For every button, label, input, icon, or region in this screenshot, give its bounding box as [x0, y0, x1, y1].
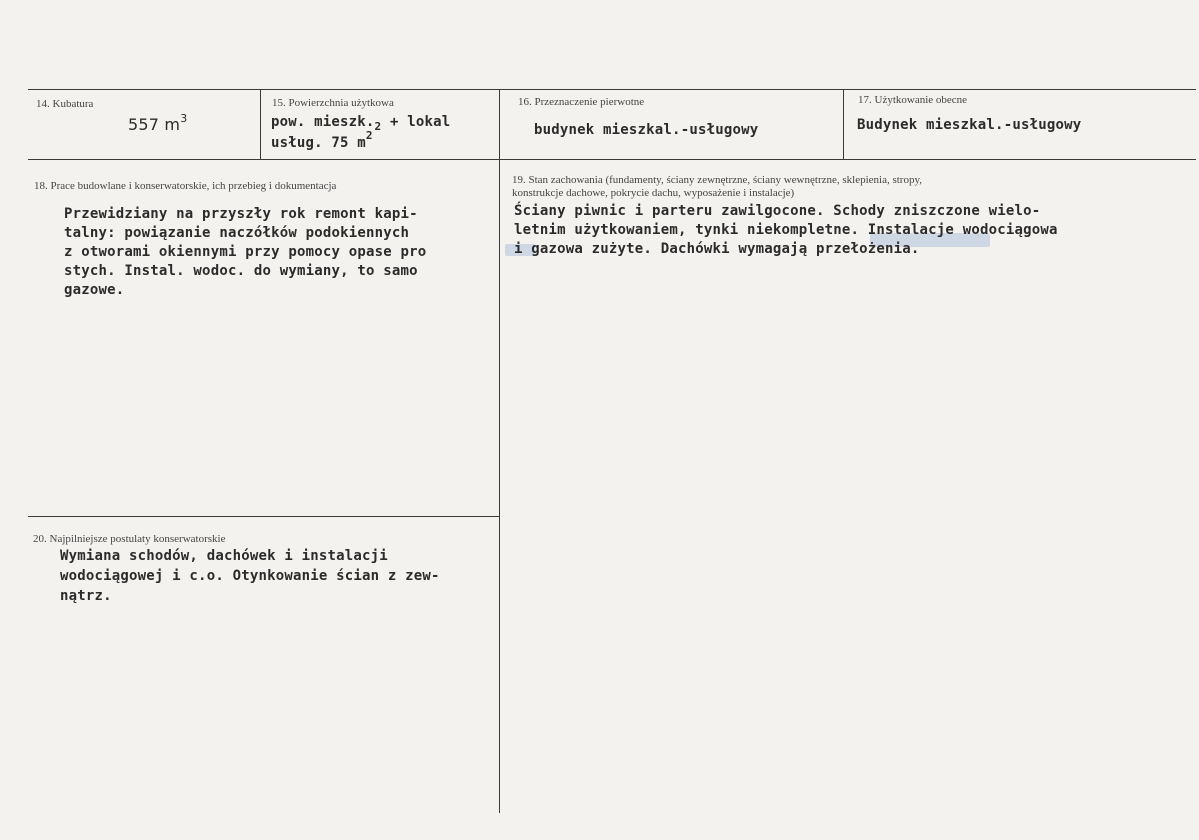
divider-16-17	[843, 89, 844, 160]
field-17-label: 17. Użytkowanie obecne	[858, 94, 968, 106]
field-19-label-line: konstrukcje dachowe, pokrycie dachu, wyposażenie i instalacje)	[512, 187, 795, 199]
usable-area-line-1	[271, 112, 450, 133]
usable-area-plus-local: + lokal	[381, 114, 451, 130]
field-14-value	[128, 112, 188, 134]
usable-area-residential: pow. mieszk.	[271, 114, 375, 130]
usable-area-sub: 2	[374, 120, 382, 133]
field-18-text	[64, 205, 426, 300]
field-14-label: 14. Kubatura	[36, 98, 94, 110]
field-19-line: i gazowa zużyte. Dachówki wymagają przełożenia.	[514, 241, 920, 257]
field-16-label: 16. Przeznaczenie pierwotne	[518, 96, 645, 108]
field-19-text	[514, 202, 1058, 259]
field-15-label: 15. Powierzchnia użytkowa	[272, 97, 394, 109]
field-19-label-line: 19. Stan zachowania (fundamenty, ściany zewnętrzne, ściany wewnętrzne, sklepienia, stropy,	[512, 174, 923, 186]
field-20-text	[60, 546, 440, 606]
top-rule	[28, 89, 1196, 90]
cubature-unit-sup: 3	[180, 112, 188, 125]
field-20-label: 20. Najpilniejsze postulaty konserwatorskie	[33, 533, 226, 545]
field-18-line: Przewidziany na przyszły rok remont kapi-	[64, 206, 418, 222]
usable-area-sup: 2	[365, 129, 373, 142]
divider-14-15	[260, 89, 261, 160]
field-19-line: Ściany piwnic i parteru zawilgocone. Schody zniszczone wielo-	[514, 203, 1041, 219]
field-19-line: letnim użytkowaniem, tynki niekompletne. Instalacje wodociągowa	[514, 222, 1058, 238]
field-20-line: Wymiana schodów, dachówek i instalacji	[60, 548, 388, 564]
usable-area-line-2	[271, 129, 450, 154]
field-18-line: z otworami okiennymi przy pomocy opase pro	[64, 244, 427, 260]
field-18-line: talny: powiązanie naczółków podokiennych	[64, 225, 410, 241]
field-18-line: stych. Instal. wodoc. do wymiany, to samo	[64, 263, 418, 279]
field-20-line: nątrz.	[60, 588, 112, 604]
usable-area-service: usług. 75 m	[271, 135, 366, 151]
field-15-value	[271, 112, 450, 154]
divider-15-16	[499, 89, 500, 813]
row1-bottom-rule	[28, 159, 1196, 160]
field-19-label	[512, 174, 922, 200]
field-20-line: wodociągowej i c.o. Otynkowanie ścian z zew-	[60, 568, 440, 584]
field-17-value: Budynek mieszkal.-usługowy	[857, 117, 1082, 133]
field-16-value: budynek mieszkal.-usługowy	[534, 122, 759, 138]
cubature-value: 557 m	[128, 115, 181, 134]
field-18-line: gazowe.	[64, 282, 125, 298]
field-18-label: 18. Prace budowlane i konserwatorskie, ich przebieg i dokumentacja	[34, 180, 337, 192]
divider-18-20	[28, 516, 499, 517]
